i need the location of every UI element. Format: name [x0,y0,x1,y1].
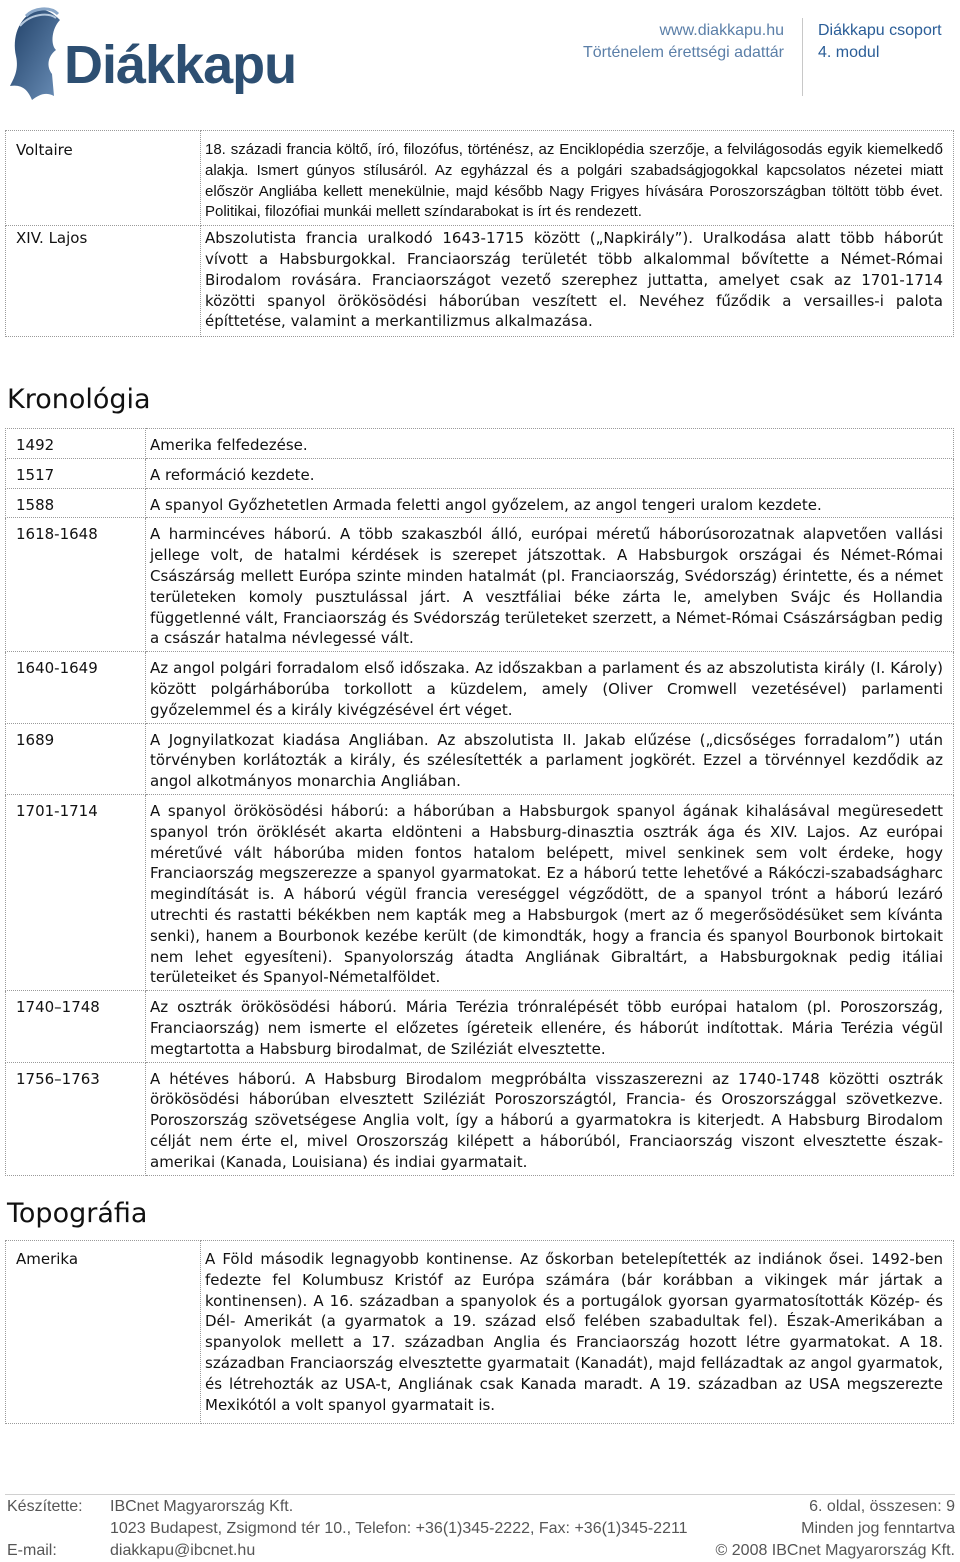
chronology-heading: Kronológia [7,384,151,415]
place-name: Amerika [6,1241,201,1424]
chronology-year: 1701-1714 [6,794,146,990]
chronology-event: Az angol polgári forradalom első időszaka. Az időszakban a parlament és az abszolutista király (I. Károly) között polgárháborúba torkollott a küzdelem, amely (Oliver Cromwell vezetésével) parlamenti győzelemmel és a király kivégzésével ért véget. [146,652,954,723]
chronology-year: 1689 [6,723,146,794]
footer-copyright: © 2008 IBCnet Magyarország Kft. [715,1542,955,1559]
chronology-year: 1588 [6,488,146,518]
chronology-event: A hétéves háború. A Habsburg Birodalom megpróbálta visszaszerezni az 1740-1748 közötti osztrák örökösödési háborúban elvesztett Sziléziát Poroszországtól, Francia- és Oroszországgal szövetkezve. Poroszország szövetségese Anglia volt, így a háború a gyarmatokra is kiterjedt. A Habsburg Birodalom célját nem érte el, mivel Oroszország kilépett a háborúból, Franciaország viszont elvesztette észak-amerikai (Kanada, Louisiana) és indiai gyarmatait. [146,1062,954,1175]
place-description: A Föld második legnagyobb kontinense. Az őskorban betelepítették az indiánok ősei. 1492-ben fedezte fel Kolumbusz Kristóf az Európa számára (bár korábban a vikingek már jártak a kontinensen). A 16. században a spanyolok és a portugálok gyorsan gyarmatosították Közép- és Dél- Amerikát (a gyarmatok a 19. század első felében szabadultak fel). Észak-Amerikában a spanyolok mellett a 17. században Anglia és Franciaország hozott létre gyarmatokat. A 18. században Franciaország elvesztette gyarmatait (Kanadát), majd fellázadtak az angol gyarmatok, és létrehozták az USA-t, Angliának csak Kanada maradt. A 19. században az USA megszerezte Mexikótól a volt spanyol gyarmatait is. [201,1241,954,1424]
footer-page-number: 6. oldal, összesen: 9 [809,1498,955,1515]
header-module: 4. modul [818,44,880,61]
chronology-year: 1640-1649 [6,652,146,723]
header-group: Diákkapu csoport [818,22,942,39]
logo-text: Diákkapu [64,35,297,95]
footer-rights: Minden jog fenntartva [801,1520,955,1537]
chronology-table [5,428,954,1176]
footer-email-link[interactable]: diakkapu@ibcnet.hu [110,1542,256,1559]
table-row [6,723,954,794]
chronology-event: Amerika felfedezése. [146,429,954,459]
table-row [6,488,954,518]
table-row [6,226,954,337]
table-row [6,131,954,226]
diakkapu-logo[interactable] [6,4,306,104]
footer-email-label: E-mail: [7,1542,57,1559]
table-row [6,429,954,459]
person-description: Abszolutista francia uralkodó 1643-1715 között („Napkirály”). Uralkodása alatt több háborút vívott a Habsburgokkal. Franciaország területét több alkalommal bővítette a Német-Római Birodalom rovására. Franciaországot vezető szerephez juttatta, amelyet csak az 1701-1714 közötti spanyol örökösödési háborúban veszített el. Nevéhez fűződik a versailles-i palota építtetése, valamint a merkantilizmus alkalmazása. [201,226,954,337]
chronology-event: A spanyol örökösödési háború: a háborúban a Habsburgok spanyol ágának kihalásával megüresedett spanyol trón öröklését akarta eldönteni a Habsburg-dinasztia osztrák ága és XIV. Lajos. Az európai méretűvé vált háborúba miden fontos hatalom belépett, mivel senkinek sem volt érdeke, hogy Franciaország megszerezze a spanyol gyarmatokat. Ez a háború tette lehetővé a Rákóczi-szabadságharc megindítását is. A háború végül francia vereséggel végződött, de a spanyol trónt a háború lezáró utrechti és rastatti békékben nem kapták meg a Habsburgok (mert az ő megerősödésüket sem kívánta senki), hanem a Bourbonok kezébe került (de kimondták, hogy a francia és spanyol Bourbonok birtokait nem lehet egyesíteni). Spanyolország átadta Angliának Gibraltárt, a Habsburgoknak pedig itáliai területeiket és Spanyol-Németalföldet. [146,794,954,990]
table-row [6,518,954,652]
chronology-event: A reformáció kezdete. [146,458,954,488]
topography-heading: Topográfia [7,1198,148,1229]
header-site-info [583,20,784,64]
table-row [6,794,954,990]
chronology-event: A harmincéves háború. A több szakaszból álló, európai méretű háborúsorozatnak alapvetően vallási jellege volt, de hatalmi kérdések is szerepet játszottak. A Habsburgok országai és Német-Római Császárság mellett Európa szinte minden hatalmát (pl. Franciaország, Svédország) érintette, és a német területeken komoly pusztulással járt. A vesztfáliai béke zárta le, amelyben Svájc és Hollandia függetlenné vált, Franciaország és Svédország területeket szerzett, a Német-Római Császárságban pedig a császár hatalma névlegessé vált. [146,518,954,652]
chronology-event: A spanyol Győzhetetlen Armada feletti angol győzelem, az angol tengeri uralom kezdete. [146,488,954,518]
table-row [6,991,954,1062]
footer-divider [5,1494,955,1495]
chronology-event: A Jognyilatkozat kiadása Angliában. Az abszolutista II. Jakab elűzése („dicsőséges forradalom”) után törvényben korlátozták a király, és szélesítették a parlament jogkörét. Ezzel a törvénnyel kezdődik az angol alkotmányos monarchia Angliában. [146,723,954,794]
header-divider [802,18,803,96]
person-name: XIV. Lajos [6,226,201,337]
footer-made-by-label: Készítette: [7,1498,83,1515]
site-url-link[interactable]: www.diakkapu.hu [659,22,784,39]
header-group-info [818,20,942,64]
table-row [6,1062,954,1175]
table-row [6,652,954,723]
chronology-year: 1740–1748 [6,991,146,1062]
chronology-year: 1618-1648 [6,518,146,652]
person-description: 18. századi francia költő, író, filozófus, történész, az Enciklopédia szerzője, a felvilágosodás egyik kiemelkedő alakja. Ismert gúnyos stílusáról. Az egyházzal és a polgári szabadságjogokkal kapcsolatos nézetei miatt először Angliába kellett menekülnie, majd később Nagy Frigyes hívására Poroszországban töltött több évet. Politikai, filozófiai munkái mellett színdarabokat is írt és rendezett. [201,131,954,226]
topography-table [5,1240,954,1424]
page-header [0,0,960,110]
page-footer [0,1490,960,1562]
footer-address: 1023 Budapest, Zsigmond tér 10., Telefon: +36(1)345-2222, Fax: +36(1)345-2211 [110,1520,688,1537]
chronology-year: 1517 [6,458,146,488]
table-row [6,1241,954,1424]
person-name: Voltaire [6,131,201,226]
footer-company: IBCnet Magyarország Kft. [110,1498,294,1515]
people-table [5,130,954,337]
table-row [6,458,954,488]
header-subtitle: Történelem érettségi adattár [583,44,784,61]
chronology-year: 1756–1763 [6,1062,146,1175]
chronology-year: 1492 [6,429,146,459]
chronology-event: Az osztrák örökösödési háború. Mária Terézia trónralépését több európai hatalom (pl. Poroszország, Franciaország) nem ismerte el előzetes ígéreteik ellenére, és háborút indítottak. Mária Terézia végül megtartotta a Habsburg birodalmat, de Sziléziát elvesztette. [146,991,954,1062]
